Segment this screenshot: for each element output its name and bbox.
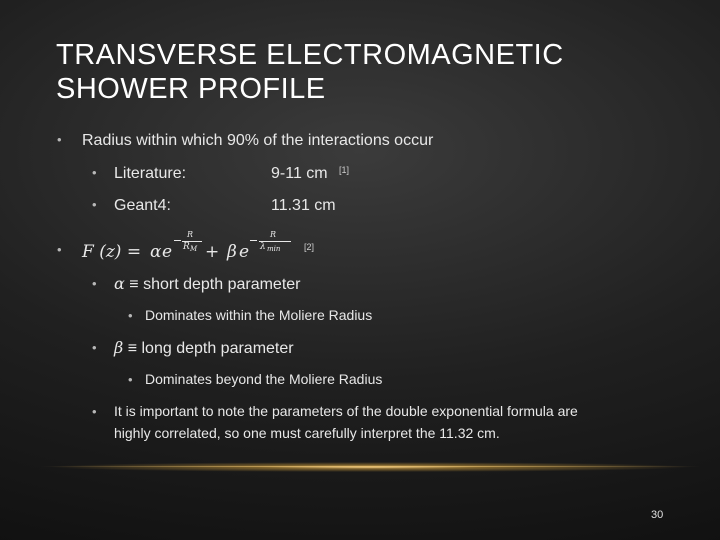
formula-minus-2 [250, 240, 257, 241]
formula-beta: β [227, 242, 237, 262]
beta-symbol: β [114, 338, 124, 357]
formula-minus-1 [174, 240, 181, 241]
formula-exp2-subscript: min [267, 245, 281, 253]
alpha-symbol: α [114, 274, 125, 293]
formula-exp1-subscript: M [190, 245, 198, 253]
radius-definition: Radius within which 90% of the interactions occur [82, 132, 434, 149]
bullet-marker: • [57, 242, 62, 257]
formula-lhs: F (z) = [82, 242, 142, 262]
formula-exp1-denominator: R [183, 242, 190, 252]
beta-text: long depth parameter [141, 340, 294, 357]
bullet-marker: • [57, 132, 62, 147]
slide-title [56, 38, 656, 106]
alpha-subpoint: Dominates within the Moliere Radius [145, 307, 373, 323]
title-line-1: TRANSVERSE ELECTROMAGNETIC [56, 39, 564, 71]
footer-glow-divider [50, 462, 690, 472]
geant-label: Geant4: [114, 197, 171, 214]
beta-definition [114, 338, 294, 359]
formula-exp2-denominator: λ [260, 242, 266, 252]
alpha-definition [114, 274, 300, 295]
literature-ref: [1] [339, 165, 350, 175]
beta-subpoint: Dominates beyond the Moliere Radius [145, 371, 383, 387]
bullet-marker: • [92, 340, 97, 355]
double-exponential-formula [82, 230, 315, 268]
equiv-symbol: ≡ [129, 276, 139, 293]
bullet-marker: • [92, 276, 97, 291]
note-line-2: highly correlated, so one must carefully interpret the 11.32 cm. [114, 425, 500, 441]
bullet-marker: • [128, 308, 133, 323]
literature-label: Literature: [114, 165, 187, 182]
bullet-marker: • [128, 372, 133, 387]
footer-divider-line [40, 466, 700, 467]
formula-exp-base-2: e [239, 242, 250, 262]
alpha-text: short depth parameter [143, 276, 301, 293]
bullet-marker: • [92, 165, 97, 180]
bullet-marker: • [92, 404, 97, 419]
formula-ref: [2] [304, 242, 315, 252]
geant-value: 11.31 cm [271, 197, 336, 214]
page-number: 30 [651, 509, 664, 521]
formula-exp2-numerator: R [270, 230, 277, 239]
formula-exp-base-1: e [162, 242, 173, 262]
formula-plus: + [205, 242, 220, 262]
formula-alpha: α [150, 242, 162, 262]
formula-exp1-numerator: R [187, 230, 194, 239]
title-line-2: SHOWER PROFILE [56, 73, 326, 105]
equiv-symbol: ≡ [127, 340, 138, 357]
literature-value: 9-11 cm [271, 165, 328, 182]
bullet-marker: • [92, 197, 97, 212]
note-line-1: It is important to note the parameters of the double exponential formula are [114, 403, 578, 419]
